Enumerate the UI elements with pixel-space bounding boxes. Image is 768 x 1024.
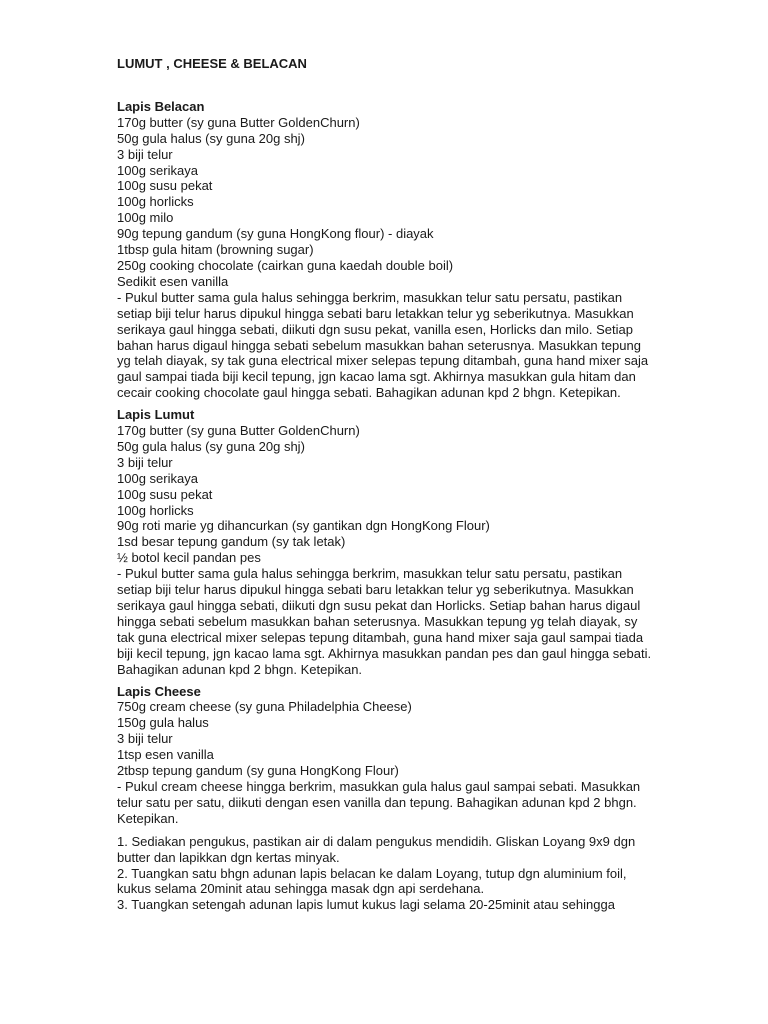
- steps-list: [117, 834, 657, 914]
- section-heading: Lapis Belacan: [117, 98, 205, 114]
- ingredient-line: 3 biji telur: [117, 454, 173, 470]
- step-item: 2. Tuangkan satu bhgn adunan lapis belacan ke dalam Loyang, tutup dgn aluminium foil, kukus selama 20minit atau sehingga masak dgn api serdehana.: [117, 865, 627, 897]
- section-heading: Lapis Cheese: [117, 683, 201, 699]
- ingredient-line: 50g gula halus (sy guna 20g shj): [117, 130, 305, 146]
- step-item: 3. Tuangkan setengah adunan lapis lumut kukus lagi selama 20-25minit atau sehingga: [117, 897, 615, 913]
- section-lapis-cheese: [117, 684, 657, 827]
- ingredient-line: 90g tepung gandum (sy guna HongKong flour) - diayak: [117, 226, 434, 242]
- ingredient-line: 1tsp esen vanilla: [117, 747, 214, 763]
- step-item: 1. Sediakan pengukus, pastikan air di dalam pengukus mendidih. Gliskan Loyang 9x9 dgn butter dan lapikkan dgn kertas minyak.: [117, 833, 636, 865]
- ingredient-line: 100g milo: [117, 210, 174, 226]
- document-page: [117, 56, 657, 913]
- ingredient-line: 3 biji telur: [117, 146, 173, 162]
- ingredient-line: 90g roti marie yg dihancurkan (sy gantikan dgn HongKong Flour): [117, 518, 490, 534]
- ingredient-line: 100g serikaya: [117, 162, 198, 178]
- method-paragraph: - Pukul butter sama gula halus sehingga berkrim, masukkan telur satu persatu, pastikan setiap biji telur harus dipukul hingga sebati baru letakkan telur yg seberikutnya. Masukkan serikaya gaul hingga sebati, diikuti dgn susu pekat, vanilla esen, Horlicks dan milo. Setiap bahan harus digaul hingga sebati sebelum masukkan bahan seterusnya. Masukkan tepung yg telah diayak, sy tak guna electrical mixer selepas tepung ditambah, guna hand mixer saja gaul sampai tiada biji kecil tepung, jgn kacao lama sgt. Akhirnya masukkan gula hitam dan cecair cooking chocolate gaul hingga sebati. Bahagikan adunan kpd 2 bhgn. Ketepikan.: [117, 289, 649, 401]
- ingredient-line: 50g gula halus (sy guna 20g shj): [117, 438, 305, 454]
- section-heading: Lapis Lumut: [117, 407, 195, 423]
- ingredient-line: 150g gula halus: [117, 715, 209, 731]
- ingredient-line: 1sd besar tepung gandum (sy tak letak): [117, 534, 346, 550]
- method-paragraph: - Pukul cream cheese hingga berkrim, masukkan gula halus gaul sampai sebati. Masukkan telur satu per satu, diikuti dengan esen vanilla dan tepung. Bahagikan adunan kpd 2 bhgn. Ketepikan.: [117, 778, 641, 826]
- ingredient-line: ½ botol kecil pandan pes: [117, 550, 261, 566]
- ingredient-line: 100g horlicks: [117, 502, 194, 518]
- ingredient-line: 100g horlicks: [117, 194, 194, 210]
- ingredient-line: 1tbsp gula hitam (browning sugar): [117, 242, 314, 258]
- ingredient-line: 170g butter (sy guna Butter GoldenChurn): [117, 423, 360, 439]
- document-title: LUMUT , CHEESE & BELACAN: [117, 56, 307, 71]
- section-lapis-belacan: [117, 99, 657, 401]
- ingredient-line: 2tbsp tepung gandum (sy guna HongKong Flour): [117, 763, 399, 779]
- ingredient-line: Sedikit esen vanilla: [117, 273, 229, 289]
- ingredient-line: 100g serikaya: [117, 470, 198, 486]
- ingredient-line: 100g susu pekat: [117, 486, 213, 502]
- method-paragraph: - Pukul butter sama gula halus sehingga berkrim, masukkan telur satu persatu, pastikan setiap biji telur harus dipukul hingga sebati baru letakkan telur yg seberikutnya. Masukkan serikaya gaul hingga sebati, diikuti dgn susu pekat dan Horlicks. Setiap bahan harus digaul hingga sebati sebelum masukkan bahan seterusnya. Masukkan tepung yg telah diayak, sy tak guna electrical mixer selepas tepung ditambah, guna hand mixer saja gaul sampai tiada biji kecil tepung, jgn kacao lama sgt. Akhirnya masukkan pandan pes dan gaul hingga sebati. Bahagikan adunan kpd 2 bhgn. Ketepikan.: [117, 566, 652, 677]
- ingredient-line: 750g cream cheese (sy guna Philadelphia Cheese): [117, 699, 412, 715]
- section-lapis-lumut: [117, 407, 657, 677]
- ingredient-line: 170g butter (sy guna Butter GoldenChurn): [117, 114, 360, 130]
- ingredient-line: 250g cooking chocolate (cairkan guna kaedah double boil): [117, 257, 454, 273]
- ingredient-line: 3 biji telur: [117, 731, 173, 747]
- ingredient-line: 100g susu pekat: [117, 178, 213, 194]
